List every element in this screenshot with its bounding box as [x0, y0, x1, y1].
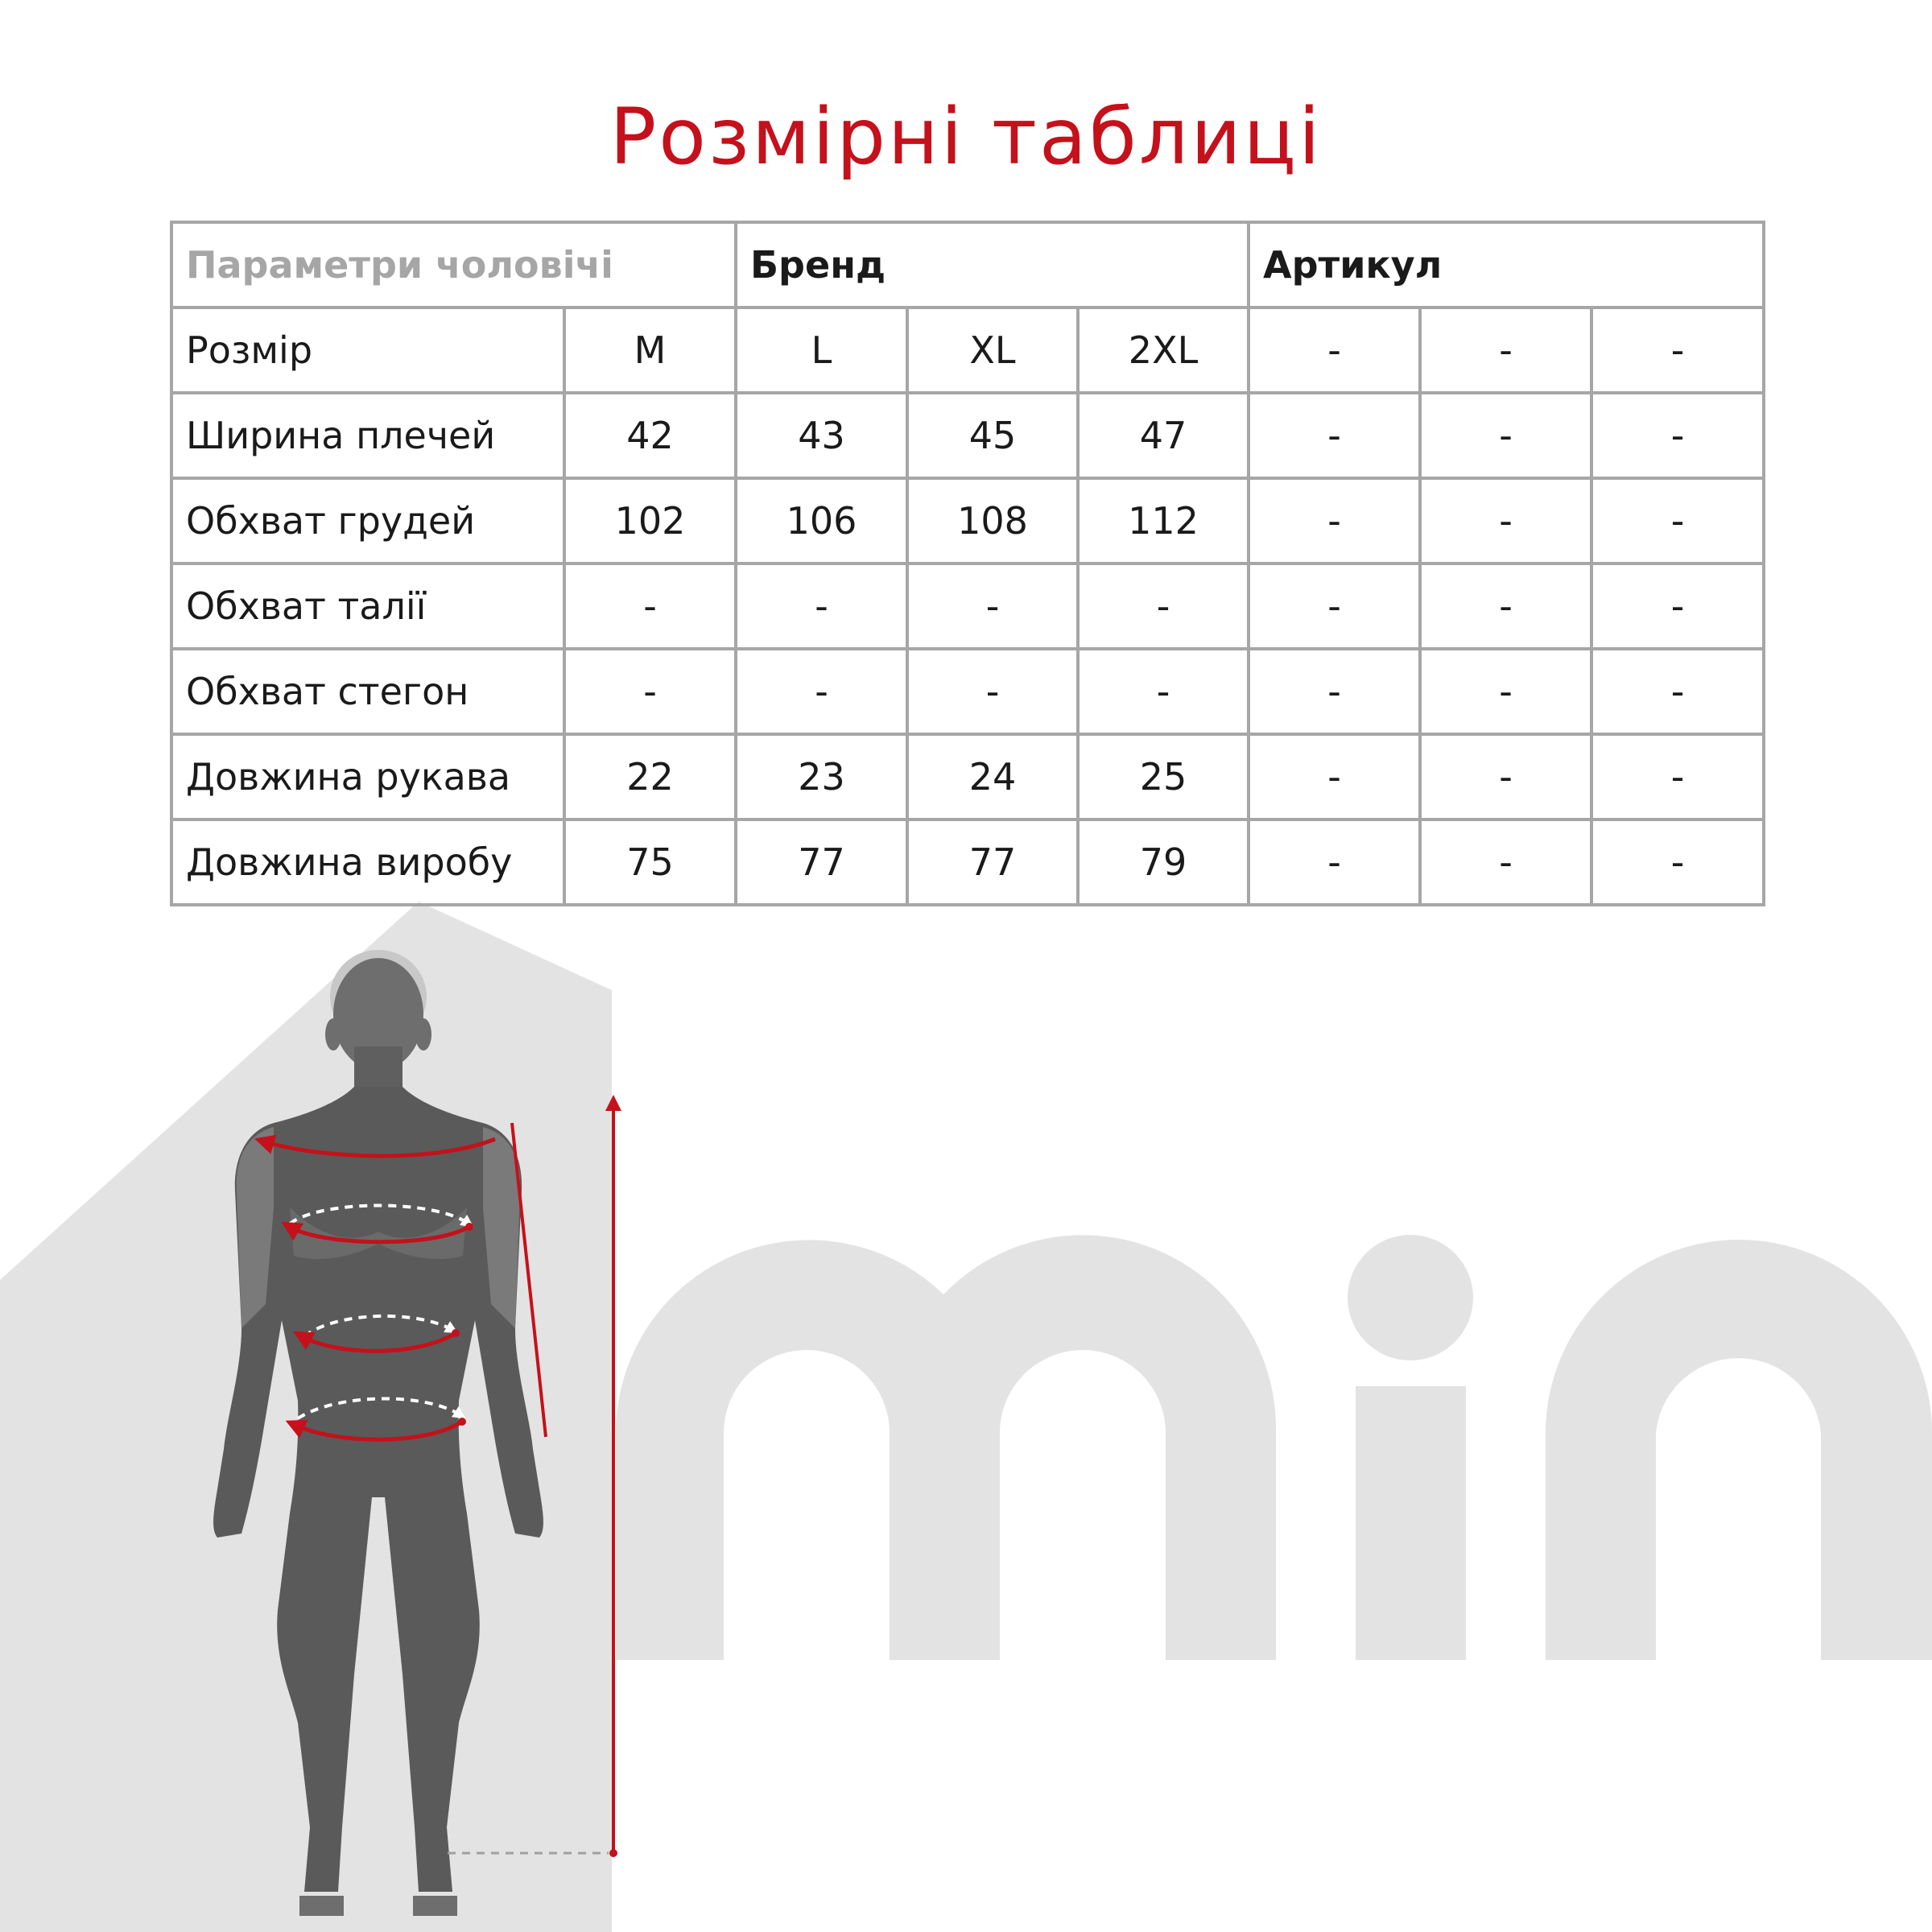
- row-label: Довжина рукава: [171, 734, 564, 819]
- header-article: Артикул: [1249, 222, 1764, 308]
- table-cell: XL: [907, 308, 1078, 393]
- table-cell: -: [1420, 819, 1591, 905]
- table-cell: -: [1591, 393, 1764, 478]
- table-cell: -: [736, 649, 907, 734]
- table-cell: -: [907, 649, 1078, 734]
- row-label: Довжина виробу: [171, 819, 564, 905]
- table-cell: -: [1420, 478, 1591, 564]
- table-cell: 22: [564, 734, 736, 819]
- table-cell: 106: [736, 478, 907, 564]
- table-cell: -: [1078, 564, 1249, 649]
- table-cell: -: [1078, 649, 1249, 734]
- header-brand: Бренд: [736, 222, 1249, 308]
- table-cell: -: [1249, 649, 1420, 734]
- table-cell: -: [1420, 308, 1591, 393]
- table-cell: 24: [907, 734, 1078, 819]
- table-cell: -: [1249, 564, 1420, 649]
- table-cell: 77: [736, 819, 907, 905]
- table-cell: -: [1420, 734, 1591, 819]
- table-cell: -: [736, 564, 907, 649]
- table-cell: -: [1420, 649, 1591, 734]
- table-cell: -: [1249, 819, 1420, 905]
- table-cell: 112: [1078, 478, 1249, 564]
- row-label: Обхват стегон: [171, 649, 564, 734]
- table-cell: 102: [564, 478, 736, 564]
- table-cell: 77: [907, 819, 1078, 905]
- table-cell: -: [1249, 308, 1420, 393]
- header-params: Параметри чоловічі: [171, 222, 736, 308]
- row-label: Розмір: [171, 308, 564, 393]
- table-cell: -: [1420, 393, 1591, 478]
- table-cell: 25: [1078, 734, 1249, 819]
- table-cell: 47: [1078, 393, 1249, 478]
- table-cell: 79: [1078, 819, 1249, 905]
- table-cell: -: [564, 649, 736, 734]
- table-cell: 23: [736, 734, 907, 819]
- table-cell: 75: [564, 819, 736, 905]
- table-cell: -: [1591, 564, 1764, 649]
- table-cell: -: [1591, 649, 1764, 734]
- table-cell: 42: [564, 393, 736, 478]
- table-cell: L: [736, 308, 907, 393]
- table-cell: 45: [907, 393, 1078, 478]
- table-cell: -: [907, 564, 1078, 649]
- table-cell: -: [1249, 393, 1420, 478]
- table-cell: 108: [907, 478, 1078, 564]
- table-cell: 43: [736, 393, 907, 478]
- table-cell: M: [564, 308, 736, 393]
- table-cell: -: [1591, 734, 1764, 819]
- table-cell: -: [1591, 478, 1764, 564]
- page-title: Розмірні таблиці: [609, 92, 1323, 182]
- table-cell: -: [1591, 308, 1764, 393]
- table-cell: 2XL: [1078, 308, 1249, 393]
- table-cell: -: [1420, 564, 1591, 649]
- table-cell: -: [564, 564, 736, 649]
- row-label: Обхват грудей: [171, 478, 564, 564]
- row-label: Обхват талії: [171, 564, 564, 649]
- table-cell: -: [1249, 478, 1420, 564]
- table-cell: -: [1591, 819, 1764, 905]
- row-label: Ширина плечей: [171, 393, 564, 478]
- table-cell: -: [1249, 734, 1420, 819]
